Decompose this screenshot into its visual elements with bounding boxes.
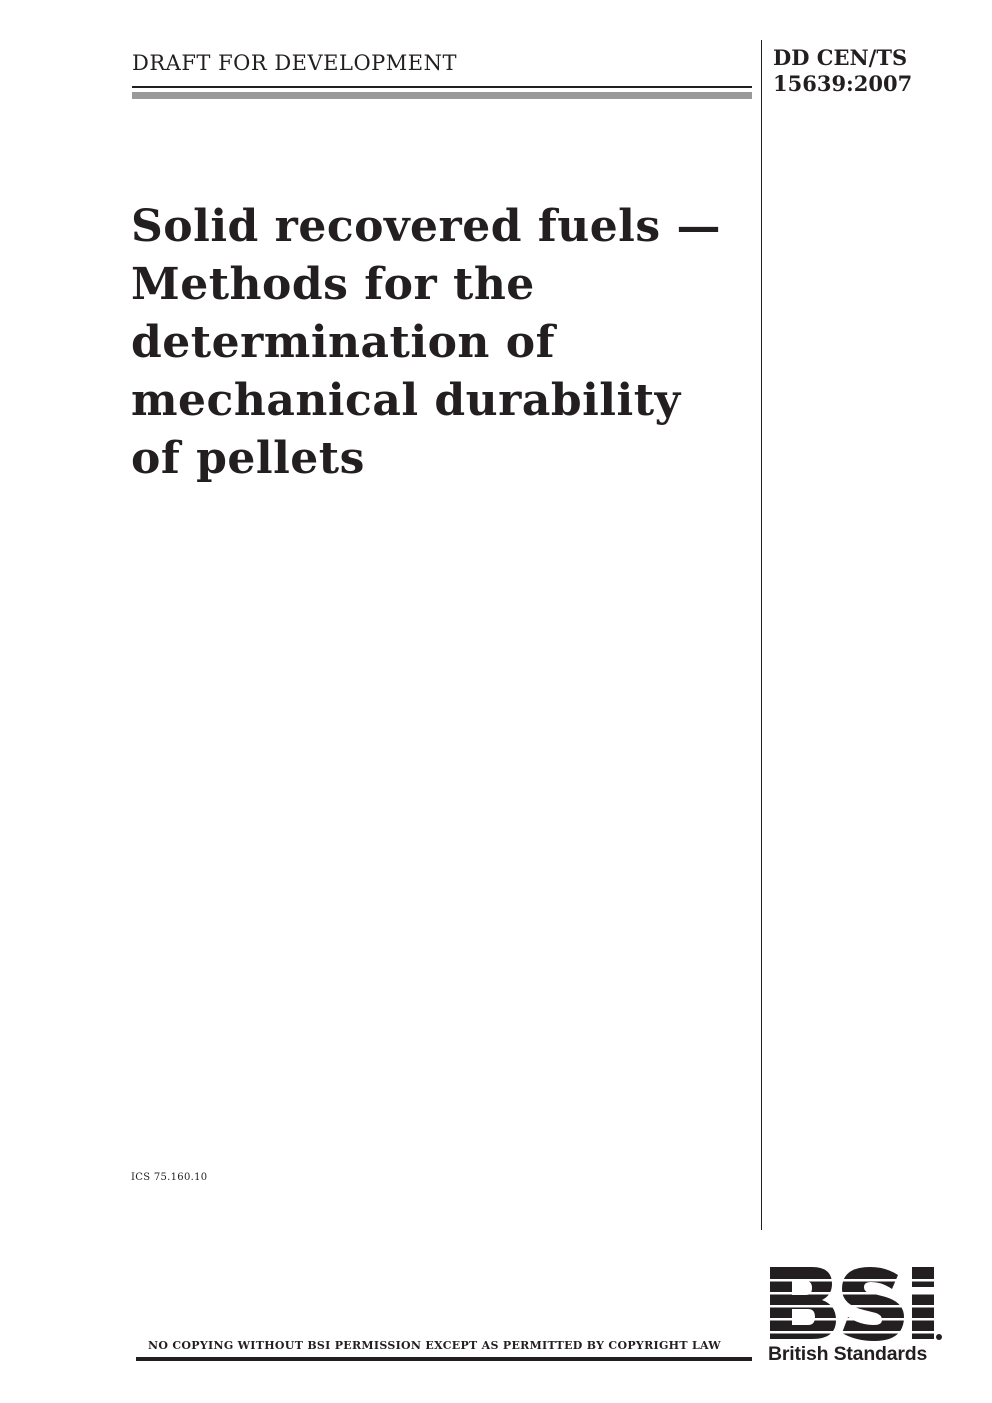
title-line: Solid recovered fuels — [131,201,721,252]
copyright-notice: NO COPYING WITHOUT BSI PERMISSION EXCEPT AS PERMITTED BY COPYRIGHT LAW [148,1339,721,1352]
bsi-logo-mark [766,1265,942,1343]
document-title [131,198,751,488]
header-rule-thick [132,92,752,99]
document-number [773,45,912,97]
header-rule [132,86,752,99]
document-number-line-1: DD CEN/TS [773,45,908,70]
document-number-line-2: 15639:2007 [773,71,913,96]
ics-code: ICS 75.160.10 [131,1172,208,1183]
bsi-logo [766,1265,942,1371]
title-line: of pellets [131,433,365,484]
header-rule-thin [132,86,752,88]
document-status-label: DRAFT FOR DEVELOPMENT [132,51,458,75]
title-line: Methods for the [131,259,535,310]
title-line: mechanical durability [131,375,681,426]
vertical-divider [761,40,762,1230]
footer-rule [136,1357,752,1361]
title-line: determination of [131,317,556,368]
bsi-wordmark: British Standards [768,1343,928,1365]
